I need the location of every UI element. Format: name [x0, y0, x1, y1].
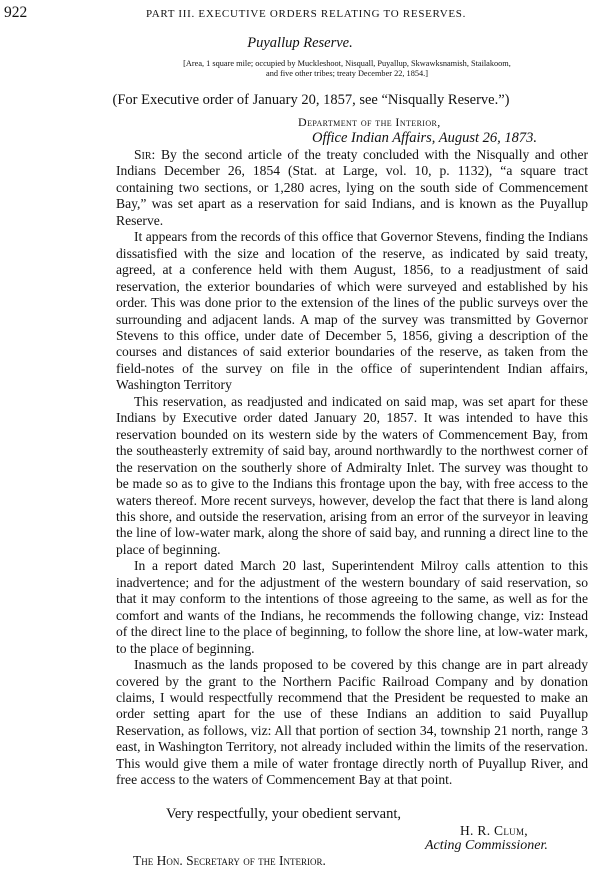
reserve-note-line-2: and five other tribes; treaty December 22, 1854.]	[266, 69, 428, 78]
paragraph-2: It appears from the records of this office that Governor Stevens, finding the Indians dissatisfied with the size and location of the reserve, as indicated by said treaty, agreed, at a conference held with them August, 1856, to a readjustment of said reservation, the exterior boundaries of which were surveyed and established by his order. This was done prior to the extension of the lines of the public surveys over the surrounding and adjacent lands. A map of the survey was transmitted by Governor Stevens to this office, under date of December 5, 1856, giving a description of the courses and distances of said exterior boundaries of the reserve, as taken from the field-notes of the survey on file in the office of superintendent Indian affairs, Washington Territory	[116, 229, 588, 393]
paragraph-5: Inasmuch as the lands proposed to be covered by this change are in part already covered by the grant to the Northern Pacific Railroad Company and by donation claims, I would respectfully recommend that the President be requested to make an order setting apart for the use of these Indians an addition to said Puyallup Reservation, as follows, viz: All that portion of section 34, township 21 north, range 3 east, in Washington Territory, not already included within the limits of the reservation. This would give them a mile of water frontage directly north of Puyallup River, and free access to the waters of Commencement Bay at that point.	[116, 657, 588, 788]
paragraph-1	[116, 147, 588, 229]
signer-name: H. R. Clum,	[460, 823, 528, 838]
letter-body	[116, 147, 588, 789]
closing-line: Very respectfully, your obedient servant,	[166, 806, 402, 822]
cross-reference: (For Executive order of January 20, 1857, see “Nisqually Reserve.”)	[112, 92, 510, 108]
reserve-note-line-1: [Area, 1 square mile; occupied by Muckleshoot, Nisquall, Puyallup, Skwawksnamish, Stailakoom,	[183, 59, 511, 68]
salutation: Sir:	[134, 147, 156, 162]
addressee: The Hon. Secretary of the Interior.	[133, 853, 326, 868]
reserve-note	[110, 59, 584, 79]
section-title: Puyallup Reserve.	[247, 35, 353, 51]
paragraph-4: In a report dated March 20 last, Superintendent Milroy calls attention to this inadvertence; and for the adjustment of the western boundary of said reservation, so that it may conform to the intentions of those agreeing to the same, as well as for the comfort and wants of the Indians, he recommends the following change, viz: Instead of the direct line to the place of beginning, to follow the shore line, at low-water mark, to the place of beginning.	[116, 558, 588, 656]
department-line: Department of the Interior,	[298, 115, 441, 129]
office-date-line: Office Indian Affairs, August 26, 1873.	[312, 130, 538, 146]
signer-title: Acting Commissioner.	[425, 838, 548, 853]
paragraph-3: This reservation, as readjusted and indicated on said map, was set apart for these Indians by Executive order dated January 20, 1857. It was intended to have this reservation bounded on its western side by the waters of Commencement Bay, from the southeasterly extremity of said bay, around northwardly to the northwest corner of the reservation on the southerly shore of Admiralty Inlet. The survey was thought to be made so as to give to the Indians this frontage upon the bay, with free access to the waters thereof. More recent surveys, however, develop the fact that there is land along this shore, and outside the reservation, arising from an error of the surveyor in leaving the line of low-water mark, along the shore of said bay, and running a direct line to the place of beginning.	[116, 393, 588, 557]
page-number: 922	[4, 4, 28, 21]
paragraph-1-text: By the second article of the treaty concluded with the Nisqually and other Indians December 26, 1854 (Stat. at Large, vol. 10, p. 1132), “a square tract containing two sections, or 1,280 acres, lying on the south side of Commencement Bay,” was set apart as a reservation for said Indians, and is known as the Puyallup Reserve.	[116, 147, 589, 228]
page-header	[4, 4, 596, 22]
running-head: PART III. EXECUTIVE ORDERS RELATING TO RESERVES.	[145, 8, 467, 20]
